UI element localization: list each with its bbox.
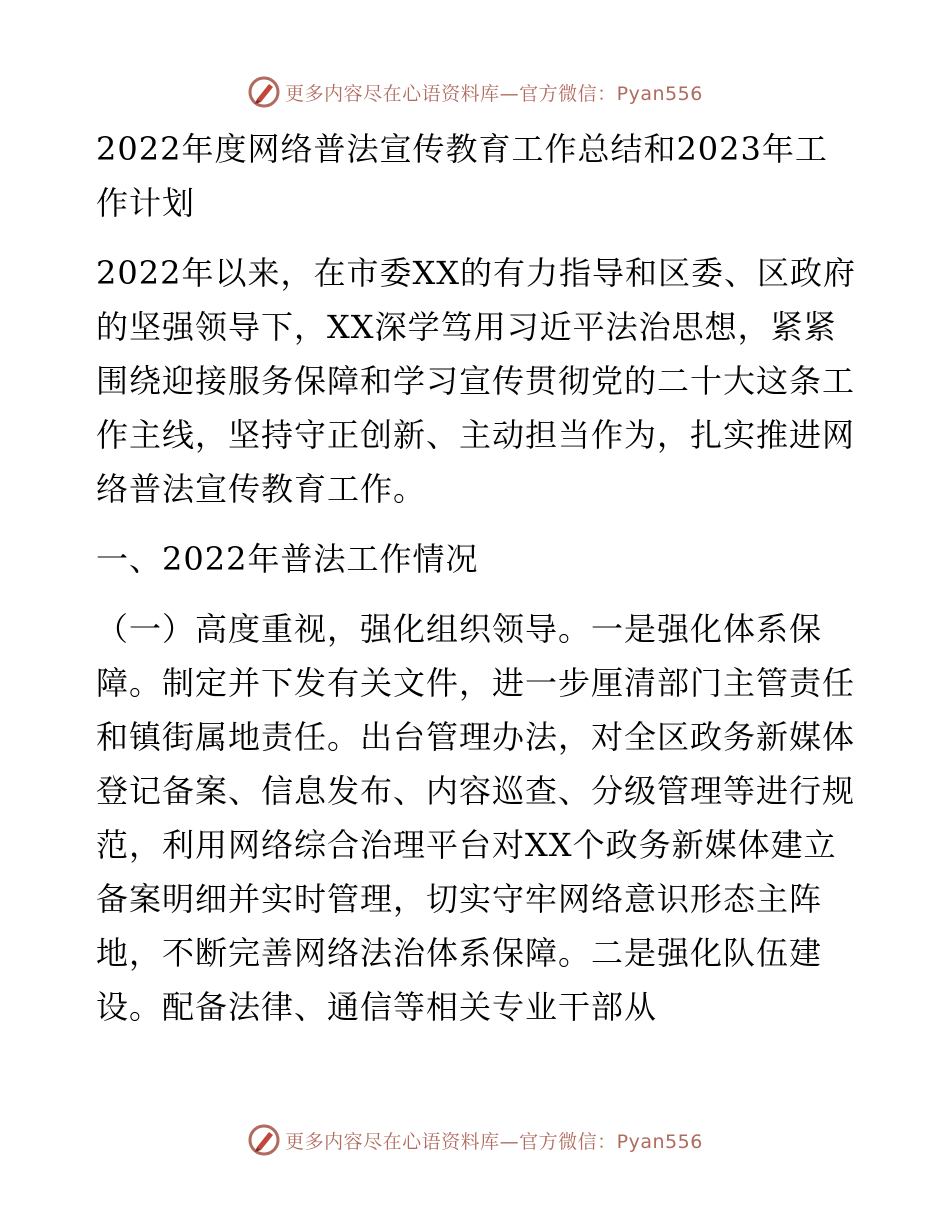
watermark-footer <box>0 1120 950 1160</box>
pen-circle-logo-icon <box>247 1123 281 1157</box>
document-body <box>96 122 856 1034</box>
watermark-text: 更多内容尽在心语资料库—官方微信：Pyan556 <box>285 82 703 105</box>
section-heading: 一、2022年普法工作情况 <box>96 540 479 578</box>
section-paragraph: （一）高度重视，强化组织领导。一是强化体系保障。制定并下发有关文件，进一步厘清部门主管责任和镇街属地责任。出台管理办法，对全区政务新媒体登记备案、信息发布、内容巡查、分级管理等进行规范，利用网络综合治理平台对XX个政务新媒体建立备案明细并实时管理，切实守牢网络意识形态主阵地，不断完善网络法治体系保障。二是强化队伍建设。配备法律、通信等相关专业干部从 <box>96 610 856 1026</box>
watermark-header <box>0 72 950 112</box>
pen-circle-logo-icon <box>247 75 281 109</box>
watermark-text: 更多内容尽在心语资料库—官方微信：Pyan556 <box>285 1130 703 1153</box>
intro-paragraph: 2022年以来，在市委XX的有力指导和区委、区政府的坚强领导下，XX深学笃用习近平法治思想，紧紧围绕迎接服务保障和学习宣传贯彻党的二十大这条工作主线，坚持守正创新、主动担当作为，扎实推进网络普法宣传教育工作。 <box>96 254 857 508</box>
document-title: 2022年度网络普法宣传教育工作总结和2023年工作计划 <box>96 130 828 222</box>
